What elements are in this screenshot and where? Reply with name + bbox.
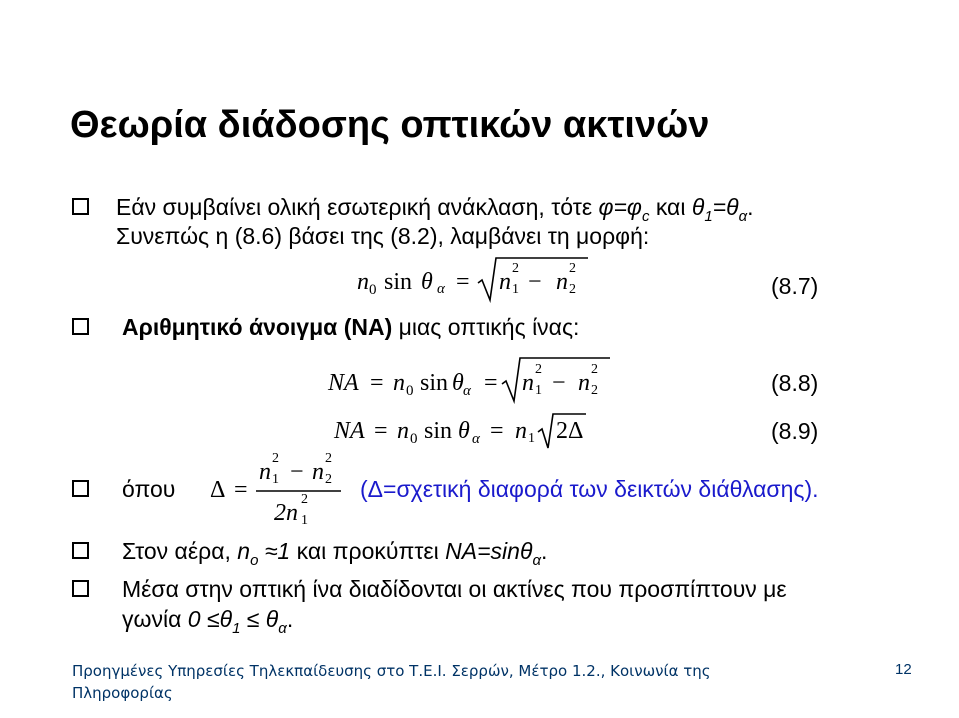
eq88-n2-sup: 2 [591, 362, 598, 377]
theta-eq: =θ [712, 194, 739, 220]
bullet1-text: Εάν συμβαίνει ολική εσωτερική ανάκλαση, τότε [116, 194, 599, 220]
eq87-n2-sup: 2 [569, 261, 576, 276]
frac-num-n2-sub: 2 [325, 472, 332, 487]
theta1-sub: 1 [704, 208, 713, 225]
bullet5-line2a: γωνία [122, 606, 188, 632]
frac-num-n1: n [259, 459, 271, 485]
bullet3-description: (Δ=σχετική διαφορά των δεικτών διάθλασης). [360, 476, 819, 502]
theta1-text: θ [691, 194, 705, 220]
eq89-number: (8.9) [771, 418, 819, 444]
eq88-n1-sup: 2 [535, 362, 542, 377]
frac-num-n2: n [312, 459, 324, 485]
eq89-2delta: 2Δ [556, 418, 584, 444]
eq87-n2: n [556, 269, 568, 295]
eq89-n0: n [397, 418, 409, 444]
bullet5-line1: Μέσα στην οπτική ίνα διαδίδονται οι ακτίνες που προσπίπτουν με [122, 576, 787, 602]
alpha-sub: α [738, 208, 748, 225]
eq89-n1: n [515, 418, 527, 444]
eq88-number: (8.8) [771, 370, 819, 396]
eq87-theta: θ [421, 269, 433, 295]
delta-eq: = [234, 477, 248, 503]
frac-num-n1-sup: 2 [272, 451, 279, 466]
eq87-n1-sub: 1 [512, 282, 519, 297]
bullet5-line2c: ≤ θ [240, 606, 279, 632]
eq89-eq1: = [374, 418, 388, 444]
eq87-n0-sub: 0 [369, 282, 377, 298]
eq88-n1-sub: 1 [535, 383, 542, 398]
period: . [747, 194, 754, 220]
bullet2-rest: μιας οπτικής ίνας: [392, 314, 580, 340]
eq87-sin: sin [384, 269, 413, 295]
eq89-n0-sub: 0 [410, 431, 418, 447]
eq88-eq1: = [370, 370, 384, 396]
n-text: n [237, 538, 251, 564]
phi-sub: c [641, 208, 650, 225]
eq88-n0-sub: 0 [406, 383, 414, 399]
footer-text: Προηγμένες Υπηρεσίες Τηλεκπαίδευσης στο Τ.Ε.Ι. Σερρών, Μέτρο 1.2., Κοινωνία της Πληροφορίας [72, 662, 711, 702]
eq88-minus: − [552, 370, 566, 396]
and-text: και [649, 194, 692, 220]
eq89-radical-icon [538, 414, 586, 448]
eq88-alpha: α [463, 383, 471, 399]
bullet4-end: . [541, 538, 548, 564]
frac-num-n1-sub: 1 [272, 472, 279, 487]
bullet5-sub1: 1 [232, 620, 241, 637]
bullet4-part1: Στον αέρα, [122, 538, 238, 564]
eq88-NA: NA [328, 370, 359, 396]
page-number: 12 [895, 661, 912, 678]
frac-den-sup: 2 [301, 492, 308, 507]
page-title: Θεωρία διάδοσης οπτικών ακτινών [70, 104, 710, 146]
eq87-n1-sup: 2 [512, 261, 519, 276]
eq87-n1: n [499, 269, 511, 295]
eq89-NA: NA [334, 418, 365, 444]
bullet5-sub2: α [278, 620, 287, 637]
eq87-number: (8.7) [771, 273, 819, 299]
eq87-n0: n [357, 269, 369, 295]
phi-text: φ=φ [598, 194, 642, 220]
eq87-minus: − [528, 269, 542, 295]
eq87-alpha: α [437, 281, 445, 297]
na-sub: α [532, 552, 541, 569]
delta-symbol: Δ [210, 477, 226, 503]
frac-den: 2n [274, 500, 298, 526]
eq89-eq2: = [490, 418, 504, 444]
bullet5-line2d: . [286, 606, 294, 632]
eq88-theta: θ [452, 370, 464, 396]
eq88-n2: n [578, 370, 590, 396]
frac-den-sub: 1 [301, 513, 308, 528]
frac-num-minus: − [290, 459, 304, 485]
eq88-eq2: = [484, 370, 498, 396]
na-text: NA=sinθ [445, 538, 533, 564]
bullet2-bold: Αριθμητικό άνοιγμα (NA) [122, 314, 393, 340]
eq88-sin: sin [420, 370, 449, 396]
eq89-sin: sin [424, 418, 453, 444]
n-sub: o [250, 552, 259, 569]
bullet4-part2: και προκύπτει [290, 538, 446, 564]
eq89-n1-sub: 1 [528, 431, 535, 446]
eq87-equals: = [456, 269, 470, 295]
frac-num-n2-sup: 2 [325, 451, 332, 466]
eq88-n1: n [522, 370, 534, 396]
bullet3-label: όπου [122, 476, 176, 502]
bullet5-line2b: 0 ≤θ [187, 606, 233, 632]
approx-text: ≈1 [258, 538, 291, 564]
eq88-n0: n [393, 370, 405, 396]
eq87-n2-sub: 2 [569, 282, 576, 297]
eq88-radical-icon [502, 358, 610, 401]
eq88-n2-sub: 2 [591, 383, 598, 398]
bullet1-line2: Συνεπώς η (8.6) βάσει της (8.2), λαμβάνει τη μορφή: [116, 223, 650, 249]
eq89-alpha: α [472, 431, 480, 447]
eq89-theta: θ [458, 418, 470, 444]
eq87-radical-icon [478, 258, 588, 300]
